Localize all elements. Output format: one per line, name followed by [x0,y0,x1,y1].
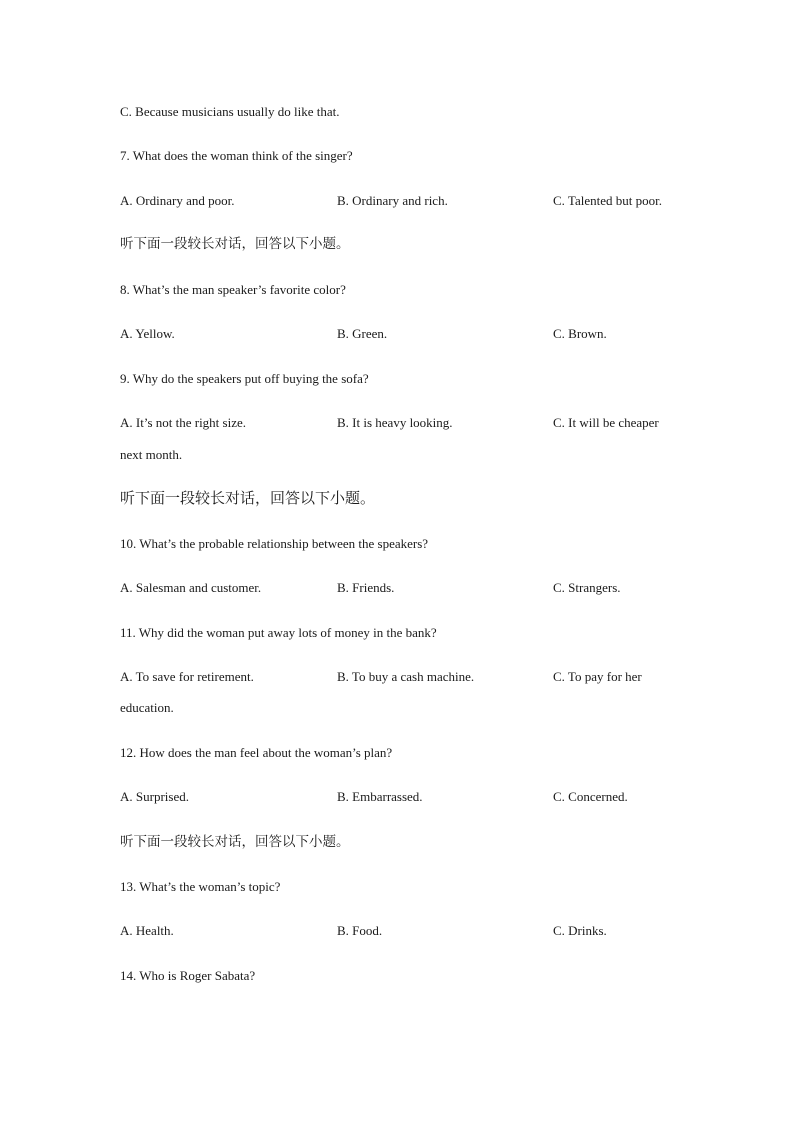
q14-question: 14. Who is Roger Sabata? [120,968,256,983]
q13-question: 13. What’s the woman’s topic? [120,879,281,894]
q13-option-c: C. Drinks. [553,923,607,938]
q9-option-c-continued: next month. [120,447,183,462]
q8-option-c: C. Brown. [553,326,607,341]
section-instruction-3: 听下面一段较长对话，回答以下小题。 [120,834,350,850]
q7-option-b: B. Ordinary and rich. [337,193,448,208]
q10-option-c: C. Strangers. [553,580,621,595]
q9-option-c: C. It will be cheaper [553,415,659,430]
q11-option-c-continued: education. [120,700,174,715]
q7-option-a: A. Ordinary and poor. [120,193,235,208]
q10-question: 10. What’s the probable relationship between the speakers? [120,536,429,551]
q8-option-b: B. Green. [337,326,388,341]
q13-option-a: A. Health. [120,923,174,938]
q11-question: 11. Why did the woman put away lots of money in the bank? [120,625,437,640]
q12-option-a: A. Surprised. [120,789,189,804]
q8-option-a: A. Yellow. [120,326,175,341]
q8-question: 8. What’s the man speaker’s favorite color? [120,282,346,297]
q7-question: 7. What does the woman think of the singer? [120,148,353,163]
section-instruction-1: 听下面一段较长对话，回答以下小题。 [120,236,350,252]
q6-option-c: C. Because musicians usually do like that. [120,104,340,119]
q11-option-a: A. To save for retirement. [120,669,254,684]
q9-option-a: A. It’s not the right size. [120,415,247,430]
q10-option-b: B. Friends. [337,580,395,595]
q13-option-b: B. Food. [337,923,383,938]
q7-option-c: C. Talented but poor. [553,193,662,208]
q11-option-b: B. To buy a cash machine. [337,669,475,684]
q9-question: 9. Why do the speakers put off buying the sofa? [120,371,369,386]
q10-option-a: A. Salesman and customer. [120,580,262,595]
q9-option-b: B. It is heavy looking. [337,415,453,430]
q11-option-c: C. To pay for her [553,669,642,684]
section-instruction-2: 听下面一段较长对话，回答以下小题。 [120,489,376,507]
q12-option-c: C. Concerned. [553,789,628,804]
q12-question: 12. How does the man feel about the woman’s plan? [120,745,393,760]
q12-option-b: B. Embarrassed. [337,789,423,804]
